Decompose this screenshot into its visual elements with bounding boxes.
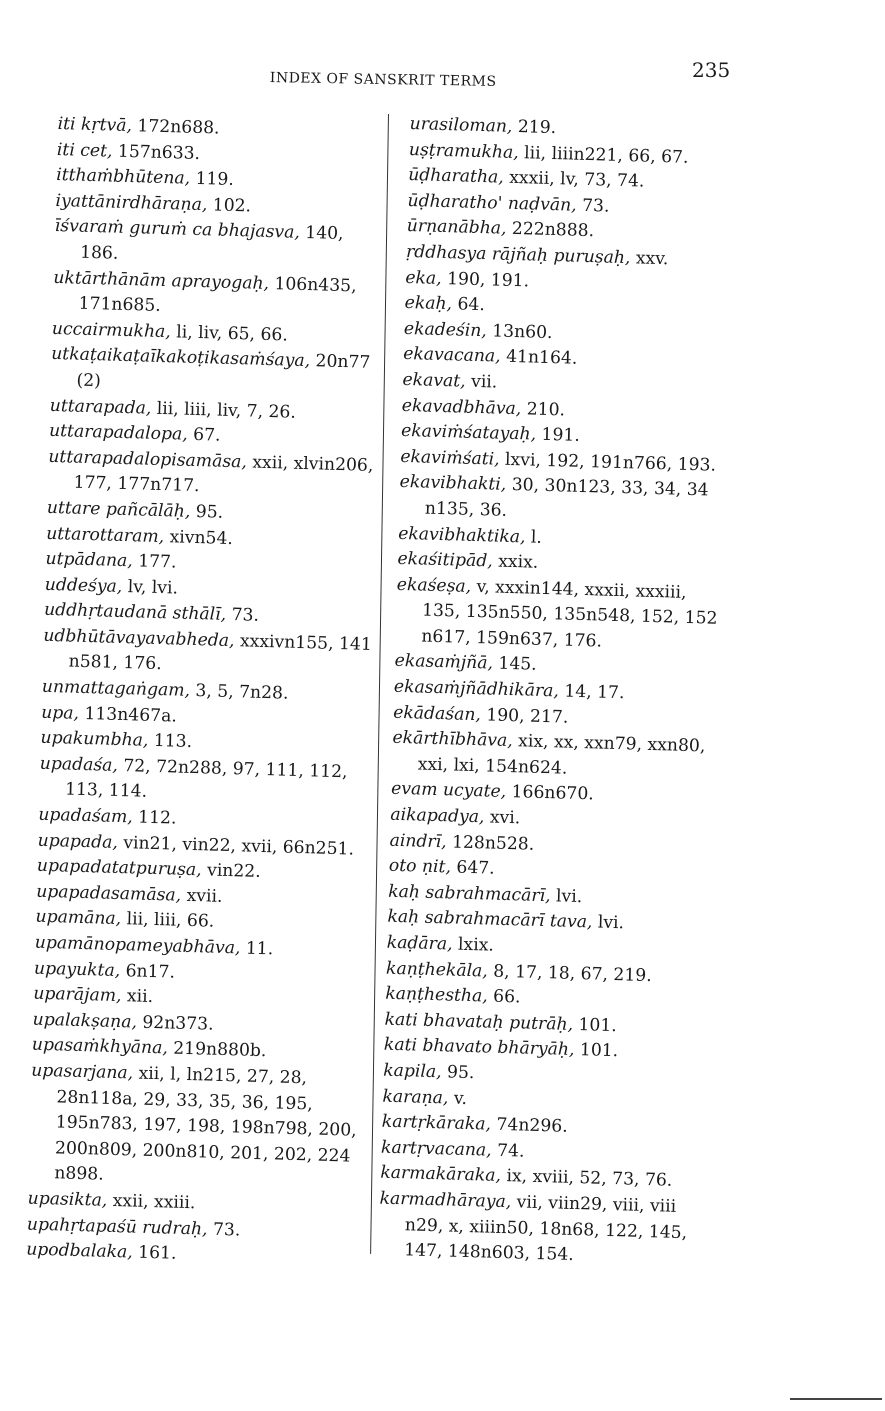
index-entry-continuation: 113, 114. <box>64 779 148 803</box>
index-references: 166n670. <box>505 782 594 805</box>
index-references: 6n17. <box>119 960 176 983</box>
index-references: 172n688. <box>131 116 220 139</box>
index-term: uddhṛtaudanā sthālī, <box>43 600 227 626</box>
index-references: xxv. <box>630 248 669 270</box>
index-term: ekaḥ, <box>404 293 453 315</box>
index-term: upasaṁkhyāna, <box>31 1035 169 1059</box>
index-term: uddeśya, <box>44 574 123 597</box>
index-term: kati bhavato bhāryāḥ, <box>383 1035 575 1061</box>
index-references: lvi. <box>550 886 583 907</box>
index-term: ekavacana, <box>402 344 501 367</box>
index-references: 73. <box>225 605 260 627</box>
index-references: 14, 17. <box>558 681 625 704</box>
index-entry-continuation: xxi, lxi, 154n624. <box>417 754 568 779</box>
index-entry-continuation: (2) <box>76 370 102 392</box>
index-term: karaṇa, <box>382 1086 449 1109</box>
index-term: aikapadya, <box>390 804 485 828</box>
index-references: v, xxxin144, xxxii, xxxiii, <box>470 576 687 603</box>
index-term: oto ṇit, <box>388 855 452 878</box>
index-references: li, liv, 65, 66. <box>170 321 289 346</box>
index-references: 11. <box>240 938 274 960</box>
index-term: kaṇṭhekāla, <box>385 958 489 982</box>
index-references: 73. <box>576 195 610 217</box>
index-term: kapila, <box>382 1060 442 1083</box>
index-entry-continuation: 135, 135n550, 135n548, 152, 152 <box>421 600 718 630</box>
index-references: xix, xx, xxn79, xxn80, <box>512 731 706 757</box>
index-term: urasiloman, <box>409 113 513 137</box>
index-references: 8, 17, 18, 67, 219. <box>487 961 653 986</box>
index-references: 30, 30n123, 33, 34, 34 <box>505 475 709 501</box>
index-references: xxxii, lv, 73, 74. <box>503 167 645 192</box>
index-references: vii. <box>465 371 498 393</box>
index-term: upamānopameyabhāva, <box>34 932 241 959</box>
index-entry-continuation: n617, 159n637, 176. <box>421 626 603 652</box>
index-references: vin22. <box>201 860 261 883</box>
index-term: ekavibhaktika, <box>397 523 526 547</box>
index-entry-continuation: n898. <box>54 1163 104 1186</box>
index-references: xxix. <box>492 551 539 573</box>
index-term: utpādana, <box>45 548 134 572</box>
index-references: 74. <box>491 1140 525 1162</box>
index-references: 13n60. <box>486 320 553 343</box>
index-term: ūḍharatha, <box>407 165 505 188</box>
index-references: ix, xviii, 52, 73, 76. <box>500 1166 673 1192</box>
index-entry-continuation: 200n809, 200n810, 201, 202, 224 <box>54 1138 351 1167</box>
index-term: udbhūtāvayavabheda, <box>43 625 235 652</box>
index-references: 41n164. <box>500 346 578 370</box>
index-term: upayukta, <box>33 958 121 981</box>
index-term: kaḥ sabrahmacārī tava, <box>387 907 593 933</box>
index-references: 95. <box>190 501 224 523</box>
index-term: uttarapadalopisamāsa, <box>48 446 248 473</box>
index-term: upapadasamāsa, <box>35 881 182 906</box>
index-references: lii, liii, 66. <box>120 909 215 933</box>
index-term: ekādaśan, <box>392 702 482 725</box>
index-references: 92n373. <box>136 1012 214 1035</box>
index-term: ekavadbhāva, <box>401 395 522 419</box>
index-term: uttarottaram, <box>45 523 165 547</box>
index-term: aindrī, <box>389 830 447 852</box>
index-term: uttarapadalopa, <box>48 421 188 445</box>
index-references: lvi. <box>592 912 625 934</box>
index-term: ekasaṁjñā, <box>394 651 494 674</box>
index-entry-continuation: n581, 176. <box>68 651 162 675</box>
index-entry-continuation: 177, 177n717. <box>73 472 200 497</box>
index-term: kaṇṭhestha, <box>385 983 488 1007</box>
index-term: ūḍharatho' naḍvān, <box>407 190 577 216</box>
index-term: ūrṇanābha, <box>406 216 507 240</box>
index-term: kaḥ sabrahmacārī, <box>387 881 551 907</box>
index-references: xvii. <box>180 885 223 907</box>
index-references: 66. <box>487 986 521 1008</box>
index-references: 191. <box>535 424 581 446</box>
index-references: 106n435, <box>268 273 357 296</box>
index-term: ekavat, <box>402 369 466 392</box>
index-references: 20n77 <box>309 351 371 374</box>
index-term: upa, <box>40 702 80 724</box>
index-term: upapada, <box>37 830 119 853</box>
index-term: upasarjana, <box>30 1060 134 1084</box>
index-term: ekārthībhāva, <box>392 728 514 752</box>
index-term: eka, <box>405 267 442 289</box>
index-term: utkaṭaikaṭaīkakoṭikasaṁśaya, <box>50 344 311 372</box>
index-references: 128n528. <box>446 831 535 855</box>
index-references: 140, <box>299 223 344 245</box>
index-references: 102. <box>207 194 252 217</box>
index-term: ekaśitipād, <box>397 548 494 572</box>
index-references: xivn54. <box>163 526 234 549</box>
index-references: 3, 5, 7n28. <box>189 680 289 704</box>
left-index-column <box>26 112 398 1273</box>
index-term: ekaviṁśati, <box>400 446 500 470</box>
index-term: upasikta, <box>27 1188 108 1211</box>
index-term: karmakāraka, <box>380 1162 502 1187</box>
index-references: lxix. <box>452 934 495 956</box>
index-references: vii, viin29, viii, viii <box>510 1192 677 1217</box>
index-term: upalakṣaṇa, <box>32 1009 138 1033</box>
index-term: kaḍāra, <box>386 932 453 955</box>
index-term: uparājam, <box>33 983 122 1007</box>
index-term: karmadhāraya, <box>379 1188 512 1213</box>
index-entry-continuation: 28n118a, 29, 33, 35, 36, 195, <box>56 1086 314 1115</box>
index-term: iyattānirdhāraṇa, <box>55 190 208 215</box>
index-term: upamāna, <box>35 907 122 930</box>
index-references: xxii, xxiii. <box>107 1190 196 1214</box>
index-references: lii, liii, liv, 7, 26. <box>151 398 297 423</box>
index-term: uktārthānām aprayogaḥ, <box>53 267 270 294</box>
index-term: upadaśam, <box>38 804 134 828</box>
index-references: 74n296. <box>490 1114 568 1137</box>
index-references: 67. <box>187 424 221 446</box>
index-references: v. <box>448 1088 468 1109</box>
index-references: 72, 72n288, 97, 111, 112, <box>117 755 348 783</box>
index-term: uttarapada, <box>49 395 152 419</box>
index-term: ekasaṁjñādhikāra, <box>393 676 560 702</box>
index-references: xxii, xlvin206, <box>246 452 374 476</box>
index-entry-continuation: 147, 148n603, 154. <box>403 1240 575 1266</box>
index-term: ekavibhakti, <box>399 472 507 496</box>
index-references: 112. <box>132 807 177 829</box>
index-entry-continuation: n29, x, xiiin50, 18n68, 122, 145, <box>404 1214 688 1243</box>
index-references: xii, l, ln215, 27, 28, <box>132 1063 308 1089</box>
index-term: upahṛtapaśū rudraḥ, <box>26 1214 208 1240</box>
index-references: 161. <box>132 1242 177 1264</box>
index-term: ekaviṁśatayaḥ, <box>400 421 537 445</box>
index-term: upadaśa, <box>39 753 119 776</box>
index-references: 95. <box>441 1062 475 1084</box>
index-references: 210. <box>521 398 566 420</box>
index-term: kati bhavataḥ putrāḥ, <box>384 1009 574 1035</box>
index-references: 219n880b. <box>167 1038 267 1062</box>
index-term: kartṛvacana, <box>380 1137 492 1161</box>
page-number: 235 <box>692 58 731 82</box>
index-term: uttare pañcālāḥ, <box>46 497 191 522</box>
index-references: 177. <box>132 551 177 573</box>
index-term: kartṛkāraka, <box>381 1111 492 1135</box>
index-term: upodbalaka, <box>25 1239 134 1263</box>
index-references: 222n888. <box>506 219 595 242</box>
index-references: l. <box>525 526 543 548</box>
index-term: iti cet, <box>56 139 113 162</box>
index-references: xii. <box>121 986 154 1008</box>
index-references: 113n467a. <box>78 703 178 727</box>
index-term: itthaṁbhūtena, <box>55 165 191 189</box>
index-references: 119. <box>189 168 235 191</box>
index-entry-continuation: 186. <box>79 242 119 264</box>
index-references: 73. <box>207 1219 241 1241</box>
index-references: xxxivn155, 141 <box>234 631 373 655</box>
index-term: uṣṭramukha, <box>408 139 520 163</box>
index-references: vin21, vin22, xvii, 66n251. <box>117 832 355 860</box>
index-term: evam ucyate, <box>390 779 507 803</box>
index-term: iti kṛtvā, <box>57 113 133 137</box>
index-references: 101. <box>572 1014 618 1036</box>
index-term: upapadatatpuruṣa, <box>36 855 202 881</box>
index-references: 190, 217. <box>480 704 569 728</box>
index-references: 64. <box>451 294 486 316</box>
index-references: lv, lvi. <box>121 576 179 599</box>
index-references: lii, liiin221, 66, 67. <box>518 142 689 168</box>
index-entry-continuation: 171n685. <box>78 293 162 317</box>
index-references: 647. <box>450 857 495 879</box>
index-term: upakumbha, <box>40 728 149 752</box>
index-references: lxvi, 192, 191n766, 193. <box>499 449 717 476</box>
index-references: 190, 191. <box>441 268 530 291</box>
index-term: ṛddhasya rājñaḥ puruṣaḥ, <box>405 241 631 269</box>
index-references: xvi. <box>484 807 521 829</box>
index-term: īśvaraṁ guruṁ ca bhajasva, <box>54 216 301 244</box>
index-references: 113. <box>148 731 193 753</box>
index-term: ekaśeṣa, <box>396 574 472 597</box>
right-index-column <box>378 112 790 1274</box>
index-references: 157n633. <box>112 141 201 164</box>
index-references: 101. <box>574 1040 619 1062</box>
footer-rule <box>790 1398 882 1400</box>
index-entry-continuation: 195n783, 197, 198, 198n798, 200, <box>55 1112 357 1141</box>
running-header: INDEX OF SANSKRIT TERMS <box>269 70 497 90</box>
index-term: ekadeśin, <box>403 318 488 341</box>
index-references: 145. <box>492 654 537 676</box>
index-term: uccairmukha, <box>51 318 172 342</box>
index-entry-continuation: n135, 36. <box>424 498 508 521</box>
index-term: unmattagaṅgam, <box>41 676 191 701</box>
index-references: 219. <box>512 116 557 139</box>
